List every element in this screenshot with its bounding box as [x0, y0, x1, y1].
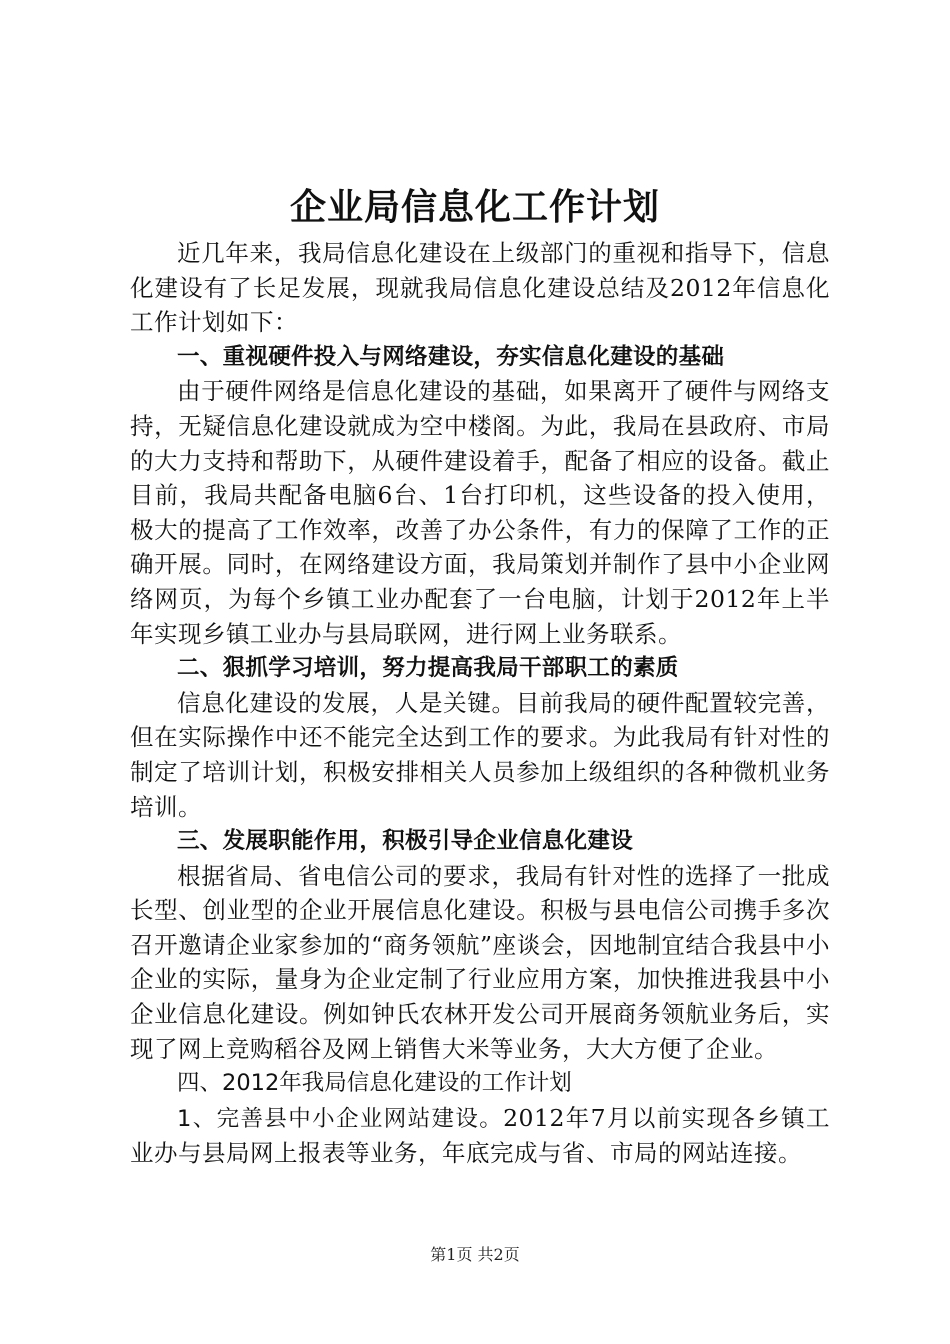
section-4-item-1-lead: 1、完善县中小企业网站建设。: [177, 1105, 504, 1132]
section-4-item-1: [130, 1101, 830, 1171]
section-1-body: 由于硬件网络是信息化建设的基础，如果离开了硬件与网络支持，无疑信息化建设就成为空中楼阁。为此，我局在县政府、市局的大力支持和帮助下，从硬件建设着手，配备了相应的设备。截止目前，我局共配备电脑6台、1台打印机，这些设备的投入使用，极大的提高了工作效率，改善了办公条件，有力的保障了工作的正确开展。同时，在网络建设方面，我局策划并制作了县中小企业网络网页，为每个乡镇工业办配套了一台电脑，计划于2012年上半年实现乡镇工业办与县局联网，进行网上业务联系。: [130, 377, 830, 648]
page-footer: 第1页 共2页: [430, 1245, 520, 1264]
section-4-item-1-body: 2012年7月以前实现各乡镇工业办与县局网上报表等业务，年底完成与省、市局的网站连接。: [130, 1103, 830, 1168]
document-body: [130, 236, 830, 1171]
document-title: 企业局信息化工作计划: [289, 187, 660, 228]
intro-paragraph: 近几年来，我局信息化建设在上级部门的重视和指导下，信息化建设有了长足发展，现就我局信息化建设总结及2012年信息化工作计划如下：: [130, 239, 830, 337]
section-3-body: 根据省局、省电信公司的要求，我局有针对性的选择了一批成长型、创业型的企业开展信息化建设。积极与县电信公司携手多次召开邀请企业家参加的“商务领航”座谈会，因地制宜结合我县中小企业的实际，量身为企业定制了行业应用方案，加快推进我县中小企业信息化建设。例如钟氏农林开发公司开展商务领航业务后，实现了网上竞购稻谷及网上销售大米等业务，大大方便了企业。: [130, 861, 830, 1063]
section-2-body: 信息化建设的发展，人是关键。目前我局的硬件配置较完善，但在实际操作中还不能完全达到工作的要求。为此我局有针对性的制定了培训计划，积极安排相关人员参加上级组织的各种微机业务培训。: [130, 688, 830, 821]
section-1-heading: 一、重视硬件投入与网络建设，夯实信息化建设的基础: [177, 343, 725, 370]
section-4-heading: 四、2012年我局信息化建设的工作计划: [177, 1070, 572, 1097]
section-3-heading: 三、发展职能作用，积极引导企业信息化建设: [177, 828, 634, 855]
section-2-heading: 二、狠抓学习培训，努力提高我局干部职工的素质: [177, 655, 679, 682]
